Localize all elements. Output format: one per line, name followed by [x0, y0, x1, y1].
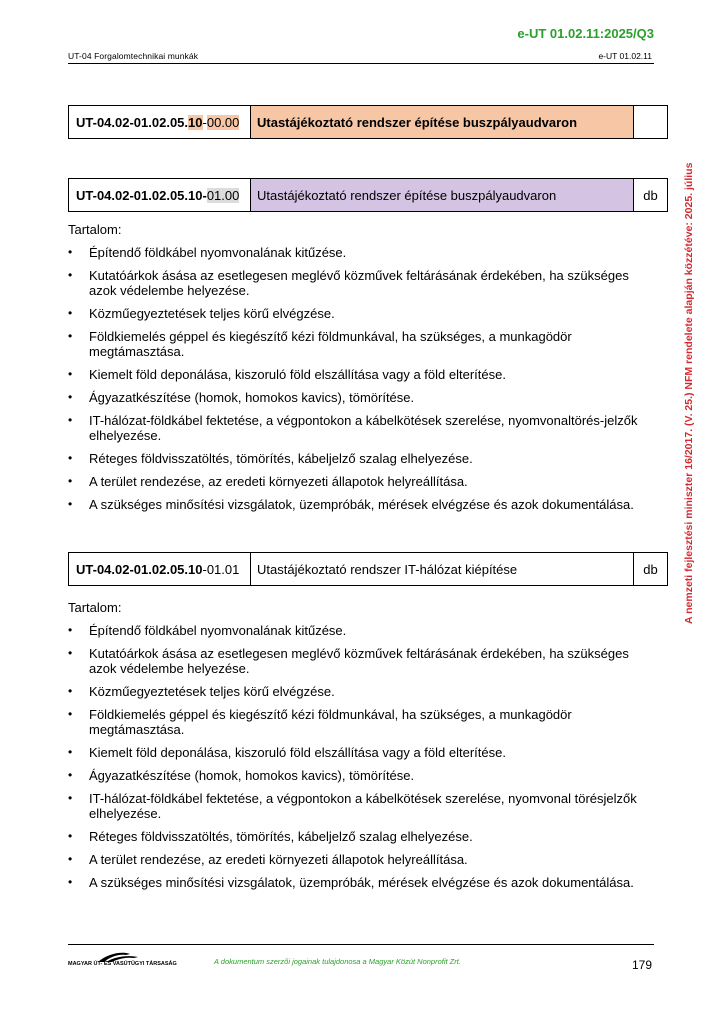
item-header-box [68, 105, 668, 139]
company-logo [68, 950, 177, 972]
list-item-text: Kutatóárkok ásása az esetlegesen meglévő közművek feltárásának érdekében, ha szükséges azok védelembe helyezése. [89, 268, 629, 298]
list-item-text: Réteges földvisszatöltés, tömörítés, kábeljelző szalag elhelyezése. [89, 451, 473, 466]
bullet-icon: • [68, 268, 73, 282]
list-item-text: A terület rendezése, az eredeti környezeti állapotok helyreállítása. [89, 474, 468, 489]
header-rule [68, 63, 654, 64]
item-code [69, 179, 251, 211]
list-item [68, 875, 658, 890]
bullet-icon: • [68, 646, 73, 660]
bullet-icon: • [68, 390, 73, 404]
list-item [68, 791, 658, 821]
list-item-text: IT-hálózat-földkábel fektetése, a végpontokon a kábelkötések szerelése, nyomvonal törésjelzők elhelyezése. [89, 791, 637, 821]
list-item [68, 306, 658, 321]
list-item [68, 390, 658, 405]
list-item [68, 497, 658, 512]
list-item-text: Földkiemelés géppel és kiegészítő kézi földmunkával, ha szükséges, a munkagödör megtámasztása. [89, 329, 572, 359]
list-item-text: Földkiemelés géppel és kiegészítő kézi földmunkával, ha szükséges, a munkagödör megtámasztása. [89, 707, 572, 737]
list-item-text: A szükséges minősítési vizsgálatok, üzempróbák, mérések elvégzése és azok dokumentálása. [89, 875, 634, 890]
list-item [68, 745, 658, 760]
bullet-icon: • [68, 413, 73, 427]
item-title: Utastájékoztató rendszer építése buszpályaudvaron [251, 106, 634, 138]
list-item [68, 367, 658, 382]
item-code-part: - [202, 114, 207, 130]
item-unit [634, 106, 667, 138]
item-code-part: -01.01 [202, 561, 240, 577]
item-unit: db [643, 187, 658, 203]
bullet-icon: • [68, 329, 73, 343]
footer-rule [68, 944, 654, 945]
item-code-part: UT-04.02-01.02.05. [76, 114, 189, 130]
list-item-text: Közműegyeztetések teljes körű elvégzése. [89, 306, 335, 321]
item-code-highlight: 10 [188, 114, 203, 130]
list-item-text: A terület rendezése, az eredeti környezeti állapotok helyreállítása. [89, 852, 468, 867]
list-item [68, 329, 658, 359]
list-item-text: Réteges földvisszatöltés, tömörítés, kábeljelző szalag elhelyezése. [89, 829, 473, 844]
bullet-icon: • [68, 306, 73, 320]
bullet-icon: • [68, 707, 73, 721]
list-item-text: Kiemelt föld deponálása, kiszoruló föld elszállítása vagy a föld elterítése. [89, 367, 506, 382]
content-label: Tartalom: [68, 222, 122, 237]
list-item-text: Ágyazatkészítése (homok, homokos kavics), tömörítése. [89, 390, 415, 405]
bullet-icon: • [68, 768, 73, 782]
bullet-icon: • [68, 745, 73, 759]
list-item [68, 646, 658, 676]
list-item-text: Építendő földkábel nyomvonalának kitűzése. [89, 623, 347, 638]
item-code [69, 106, 251, 138]
bullet-icon: • [68, 852, 73, 866]
logo-text: MAGYAR ÚT- ÉS VASÚTÜGYI TÁRSASÁG [68, 961, 177, 967]
item-code-highlight: 00.00 [206, 114, 240, 130]
list-item-text: Ágyazatkészítése (homok, homokos kavics), tömörítése. [89, 768, 415, 783]
list-item-text: Közműegyeztetések teljes körű elvégzése. [89, 684, 335, 699]
item-code [69, 553, 251, 585]
bullet-icon: • [68, 497, 73, 511]
content-bullet-list [68, 623, 658, 898]
list-item [68, 707, 658, 737]
bullet-icon: • [68, 791, 73, 805]
list-item [68, 768, 658, 783]
list-item [68, 474, 658, 489]
page-number: 179 [631, 958, 652, 972]
list-item [68, 413, 658, 443]
list-item-text: Kutatóárkok ásása az esetlegesen meglévő közművek feltárásának érdekében, ha szükséges azok védelembe helyezése. [89, 646, 629, 676]
list-item [68, 245, 658, 260]
item-unit: db [643, 561, 658, 577]
content-bullet-list [68, 245, 658, 520]
list-item [68, 852, 658, 867]
list-item [68, 684, 658, 699]
header-section-title: UT-04 Forgalomtechnikai munkák [68, 51, 199, 61]
list-item-text: Kiemelt föld deponálása, kiszoruló föld elszállítása vagy a föld elterítése. [89, 745, 506, 760]
copyright-note: A dokumentum szerzői jogainak tulajdonosa a Magyar Közút Nonprofit Zrt. [214, 957, 461, 966]
header-document-code: e-UT 01.02.11 [598, 51, 652, 61]
list-item-text: A szükséges minősítési vizsgálatok, üzempróbák, mérések elvégzése és azok dokumentálása. [89, 497, 634, 512]
item-title: Utastájékoztató rendszer építése buszpályaudvaron [251, 179, 634, 211]
bullet-icon: • [68, 367, 73, 381]
item-header-box [68, 552, 668, 586]
bullet-icon: • [68, 245, 73, 259]
content-label: Tartalom: [68, 600, 122, 615]
bullet-icon: • [68, 684, 73, 698]
item-title: Utastájékoztató rendszer IT-hálózat kiépítése [251, 553, 634, 585]
bullet-icon: • [68, 623, 73, 637]
list-item [68, 451, 658, 466]
list-item [68, 829, 658, 844]
bullet-icon: • [68, 451, 73, 465]
bullet-icon: • [68, 474, 73, 488]
item-code-part: UT-04.02-01.02.05.10- [76, 187, 207, 203]
item-code-highlight: 01.00 [206, 187, 240, 203]
bullet-icon: • [68, 875, 73, 889]
list-item-text: IT-hálózat-földkábel fektetése, a végpontokon a kábelkötések szerelése, nyomvonaltörés-jelzők elhelyezése. [89, 413, 638, 443]
item-code-part: UT-04.02-01.02.05.10 [76, 561, 203, 577]
list-item [68, 268, 658, 298]
list-item [68, 623, 658, 638]
document-code: e-UT 01.02.11:2025/Q3 [517, 26, 654, 41]
bullet-icon: • [68, 829, 73, 843]
item-header-box [68, 178, 668, 212]
side-publication-note: A nemzeti fejlesztési miniszter 16/2017. (V. 25.) NFM rendelete alapján közzétéve: 2025. július [683, 162, 695, 624]
list-item-text: Építendő földkábel nyomvonalának kitűzése. [89, 245, 347, 260]
